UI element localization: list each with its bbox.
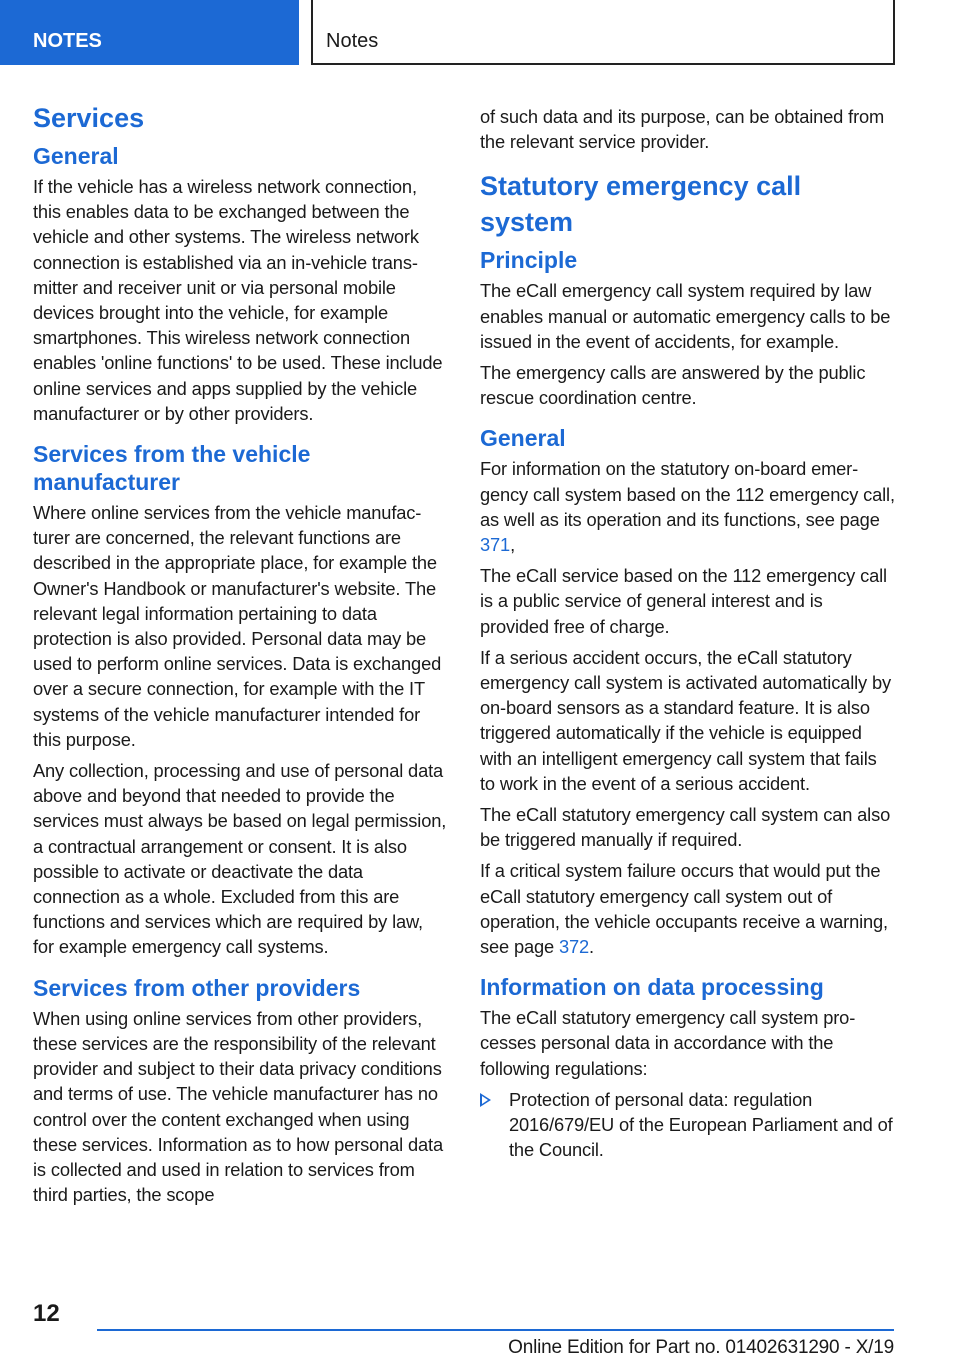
paragraph-general-4: The eCall statutory emergency call system can also be triggered manually if required. <box>480 804 891 851</box>
paragraph-general: If the vehicle has a wireless network connection, this enables data to be exchanged between the vehicle and other systems. The wireless network connection is established via an in-vehicle transmitter and receiver unit or via personal mobile devices brought into the vehicle, for example smartphones. This wireless network connection enables 'online functions' to be used. These include online services and apps supplied by the vehicle manufacturer or by other providers. <box>33 176 443 424</box>
bullet-list <box>480 1087 895 1163</box>
footer-edition: Online Edition for Part no. 01402631290 - X/19 <box>508 1337 894 1358</box>
footer-divider <box>97 1329 894 1331</box>
heading-services-manufacturer: Services from the vehicle manufacturer <box>33 441 311 496</box>
section-title: Notes <box>311 0 895 65</box>
heading-services: Services <box>33 103 145 133</box>
paragraph-general-1 <box>480 456 895 557</box>
list-item-text: Protection of personal data: regulation 2016/679/EU of the European Parliament and of the Council. <box>509 1088 893 1161</box>
right-column <box>480 104 895 1163</box>
paragraph-principle-2: The emergency calls are answered by the public rescue coordination centre. <box>480 362 866 409</box>
text-run: . <box>589 936 594 958</box>
paragraph-general-2: The eCall service based on the 112 emergency call is a public service of general interest and is provided free of charge. <box>480 565 887 637</box>
paragraph-continued: of such data and its purpose, can be obtained from the relevant service provider. <box>480 106 885 153</box>
paragraph-general-5 <box>480 858 895 959</box>
page-number: 12 <box>33 1300 60 1327</box>
list-item <box>480 1087 895 1163</box>
paragraph-manufacturer-1: Where online services from the vehicle manufacturer are concerned, the relevant functions are described in the appropriate place, for example the Owner's Handbook or manufacturer's website. The relevant legal information pertaining to data protection is also provided. Personal data may be used to perform online services. Data is exchanged over a secure connection, for example with the IT systems of the vehicle manufacturer intended for this purpose. <box>33 502 442 750</box>
text-run: If a critical system failure occurs that would put the eCall statutory emergency call system out of operation, the vehicle occupants receive a warning, see page <box>480 860 888 958</box>
paragraph-data: The eCall statutory emergency call system processes personal data in accordance with the following regulations: <box>480 1007 856 1079</box>
heading-general-ecall: General <box>480 425 566 452</box>
text-run: For information on the statutory on-board emergency call system based on the 112 emergency call, as well as its operation and its functions, see page <box>480 458 895 530</box>
paragraph-other: When using online services from other providers, these services are the responsibility of the relevant provider and subject to their data privacy conditions and terms of use. The vehicle manufacturer has no control over the content exchanged when using these services. Information as to how personal data is collected and used in relation to services from third parties, the scope <box>33 1007 443 1206</box>
triangle-bullet-icon <box>480 1093 491 1107</box>
heading-data-processing: Information on data processing <box>480 974 824 1001</box>
heading-principle: Principle <box>480 247 578 274</box>
heading-general: General <box>33 143 119 169</box>
section-tab: NOTES <box>0 0 299 65</box>
left-column <box>33 100 448 1207</box>
page-link-372[interactable]: 372 <box>558 936 590 958</box>
text-run: , <box>510 534 515 556</box>
paragraph-principle-1: The eCall emergency call system required by law enables manual or automatic emergency calls to be issued in the event of accidents, for example. <box>480 280 891 352</box>
paragraph-general-3: If a serious accident occurs, the eCall statutory emergency call system is activated automatically by on-board sensors as a standard feature. It is also triggered automatically if the vehicle is equipped with an intelligent emergency call system that fails to work in the event of a serious accident. <box>480 646 891 794</box>
paragraph-manufacturer-2: Any collection, processing and use of personal data above and beyond that needed to provide the services must always be based on legal permission, a contractual arrangement or consent. It is also possible to activate or deactivate the data connection as a whole. Excluded from this are functions and services which are required by law, for example emergency call systems. <box>33 760 447 958</box>
page-link-371[interactable]: 371 <box>480 534 511 556</box>
heading-services-other: Services from other providers <box>33 974 361 1001</box>
heading-ecall: Statutory emergency call system <box>480 171 802 238</box>
